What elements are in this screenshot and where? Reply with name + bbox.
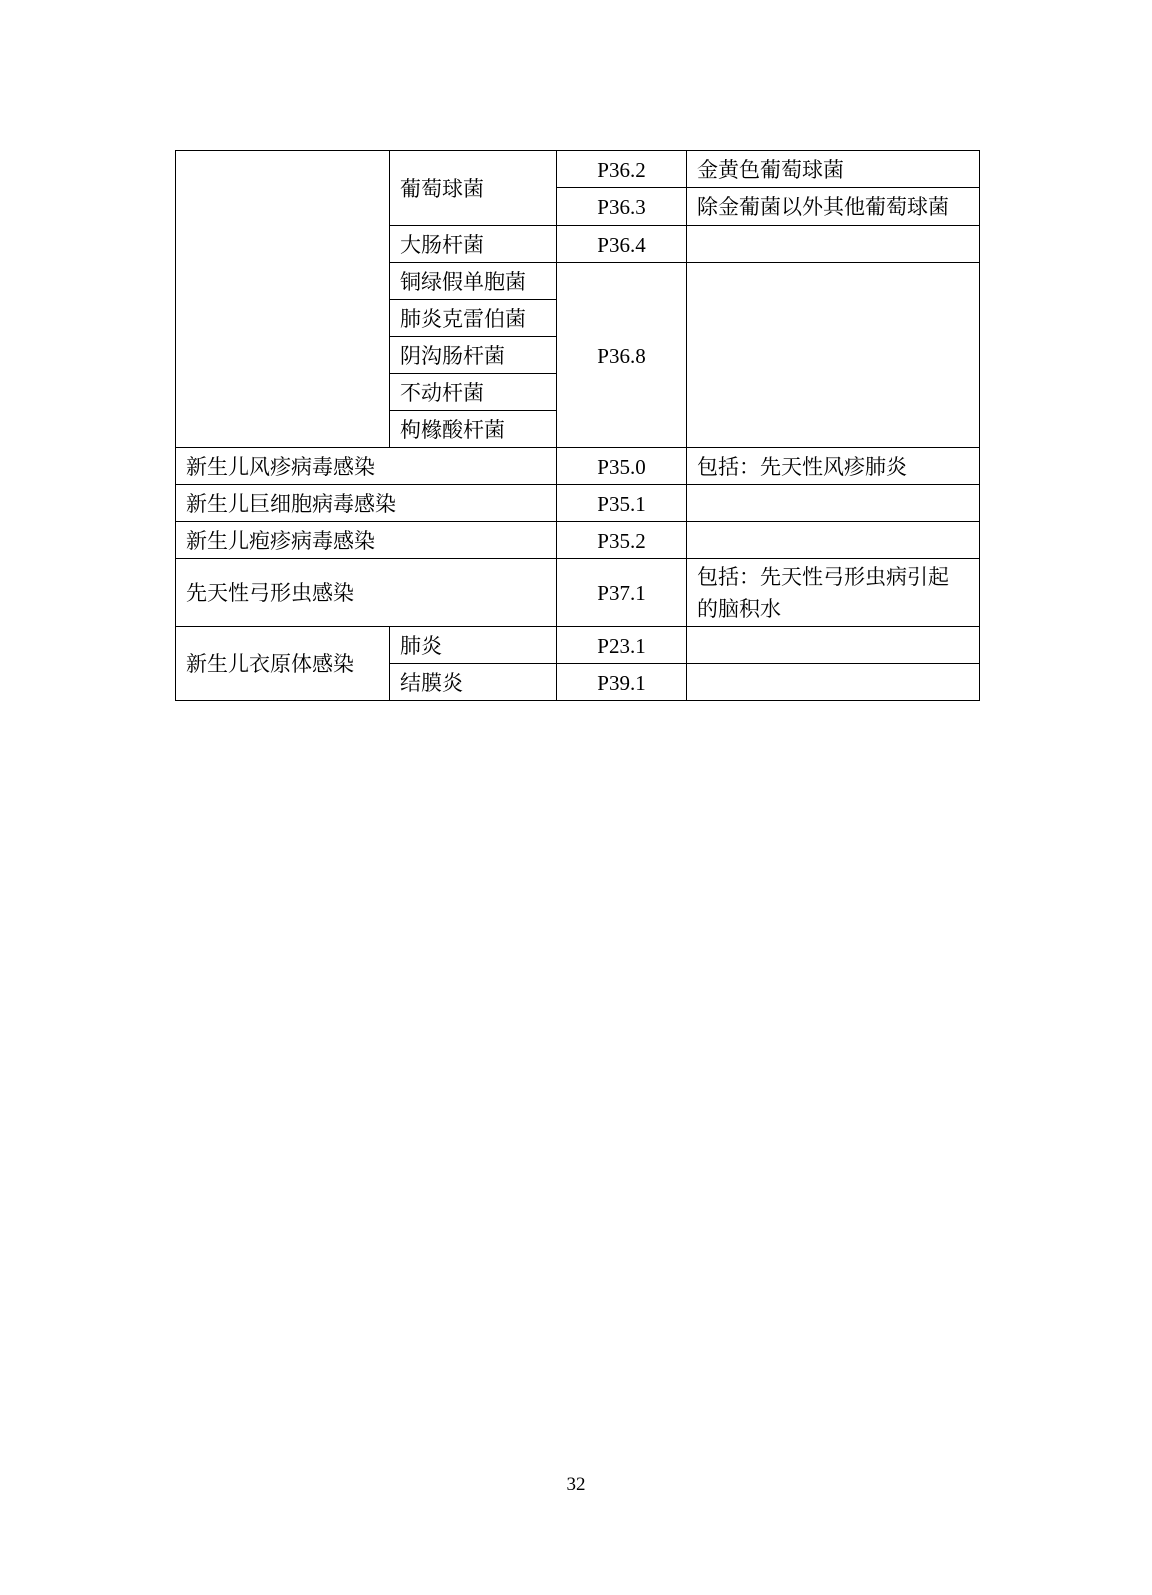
table-cell-note: 金黄色葡萄球菌 (687, 151, 980, 188)
table-cell-organism: 结膜炎 (390, 664, 557, 701)
table-cell-note (687, 263, 980, 448)
table-cell-infection: 新生儿风疹病毒感染 (176, 448, 557, 485)
table-row (176, 559, 980, 627)
table-cell-infection: 先天性弓形虫感染 (176, 559, 557, 627)
table-cell-organism: 肺炎 (390, 627, 557, 664)
table-cell-note (687, 627, 980, 664)
table-cell-organism: 铜绿假单胞菌 (390, 263, 557, 300)
table-cell-infection: 新生儿疱疹病毒感染 (176, 522, 557, 559)
table-cell-organism: 葡萄球菌 (390, 151, 557, 226)
table-row (176, 522, 980, 559)
table-cell-note: 包括：先天性风疹肺炎 (687, 448, 980, 485)
table-cell-code: P35.0 (557, 448, 687, 485)
table-cell-note (687, 485, 980, 522)
page-number: 32 (566, 1474, 586, 1495)
diagnosis-code-table (175, 150, 980, 701)
table-cell-note (687, 664, 980, 701)
table-cell-infection: 新生儿衣原体感染 (176, 627, 390, 701)
table-cell-code: P36.3 (557, 188, 687, 226)
table-row (176, 485, 980, 522)
table-row (176, 151, 980, 188)
table-cell-infection: 新生儿巨细胞病毒感染 (176, 485, 557, 522)
table-cell-code: P23.1 (557, 627, 687, 664)
table-cell-note: 除金葡菌以外其他葡萄球菌 (687, 188, 980, 226)
table-row (176, 627, 980, 664)
table-cell-note (687, 226, 980, 263)
table-cell-organism: 阴沟肠杆菌 (390, 337, 557, 374)
table-cell-note (687, 522, 980, 559)
table-cell-code: P35.1 (557, 485, 687, 522)
table-cell-organism: 枸橼酸杆菌 (390, 411, 557, 448)
table-cell-organism: 大肠杆菌 (390, 226, 557, 263)
table-cell-code: P39.1 (557, 664, 687, 701)
table-cell-code: P36.2 (557, 151, 687, 188)
table-cell-organism: 不动杆菌 (390, 374, 557, 411)
table-cell-code: P36.8 (557, 263, 687, 448)
table-cell-note: 包括：先天性弓形虫病引起的脑积水 (687, 559, 980, 627)
table-cell-organism: 肺炎克雷伯菌 (390, 300, 557, 337)
table-cell-empty (176, 151, 390, 448)
table-cell-code: P36.4 (557, 226, 687, 263)
table-cell-code: P35.2 (557, 522, 687, 559)
table-cell-code: P37.1 (557, 559, 687, 627)
table-row (176, 448, 980, 485)
